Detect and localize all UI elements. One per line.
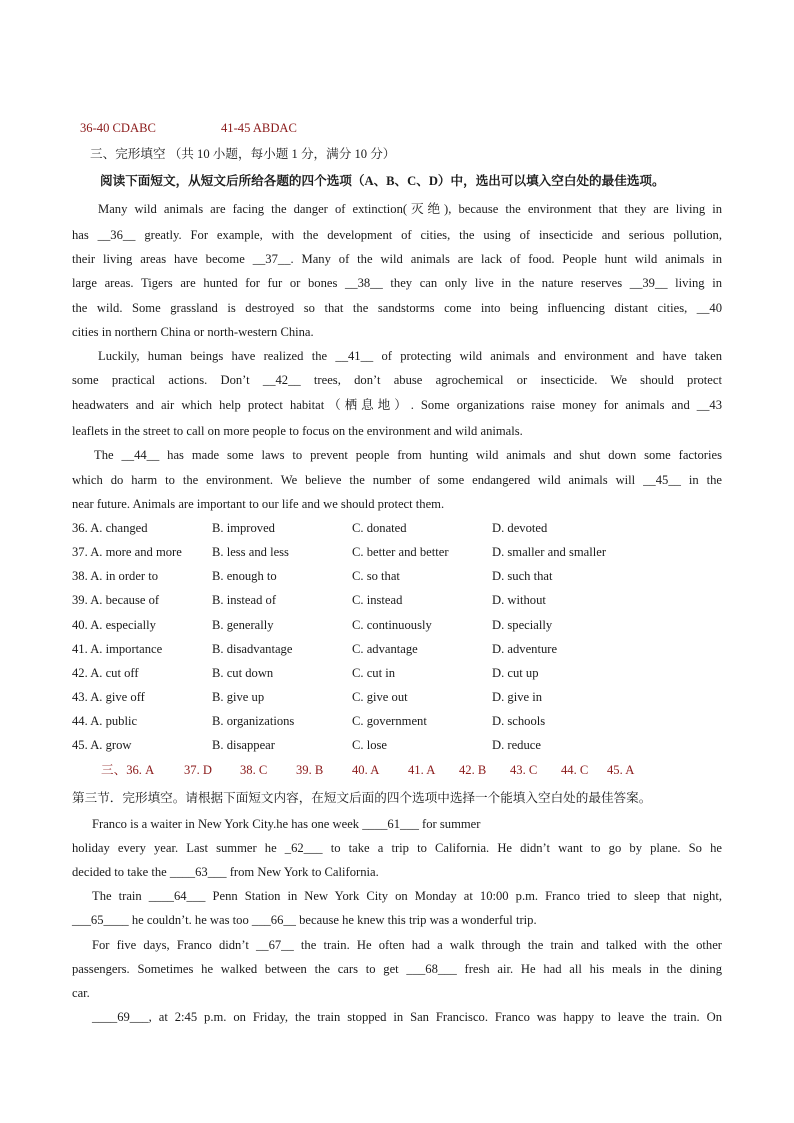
- option-b: B. organizations: [212, 714, 295, 728]
- passage-line: cities in northern China or north-western China.: [72, 325, 314, 339]
- passage-line: For five days, Franco didn’t __67__ the train. He often had a walk through the train and talked with the other: [92, 938, 722, 952]
- option-row-39: [72, 592, 722, 608]
- answers-row: [0, 762, 794, 778]
- option-c: C. give out: [352, 690, 408, 704]
- passage-line: car.: [72, 986, 90, 1000]
- option-b: B. less and less: [212, 545, 289, 559]
- option-a: 43. A. give off: [72, 690, 145, 704]
- option-c: C. advantage: [352, 642, 418, 656]
- passage-line: some practical actions. Don’t __42__ trees, don’t abuse agrochemical or insecticide. We should protect: [72, 373, 722, 387]
- option-a: 39. A. because of: [72, 593, 160, 607]
- option-row-44: [72, 713, 722, 729]
- option-a: 36. A. changed: [72, 521, 148, 535]
- option-d: D. specially: [492, 618, 553, 632]
- passage-line: their living areas have become __37__. Many of the wild animals are lack of food. People hunt wild animals in: [72, 252, 722, 266]
- section-title: 三、完形填空 （共 10 小题，每小题 1 分，满分 10 分）: [90, 147, 396, 161]
- option-d: D. give in: [492, 690, 543, 704]
- option-row-36: [72, 520, 722, 536]
- option-d: D. without: [492, 593, 546, 607]
- answer: 40. A: [352, 763, 380, 777]
- option-row-45: [72, 737, 722, 753]
- option-c: C. cut in: [352, 666, 396, 680]
- option-row-38: [72, 568, 722, 584]
- option-row-42: [72, 665, 722, 681]
- option-c: C. instead: [352, 593, 403, 607]
- passage-line: leaflets in the street to call on more people to focus on the environment and wild animals.: [72, 424, 523, 438]
- option-b: B. disadvantage: [212, 642, 293, 656]
- answer: 38. C: [240, 763, 268, 777]
- option-row-40: [72, 617, 722, 633]
- instruction: 阅读下面短文，从短文后所给各题的四个选项（A、B、C、D）中，选出可以填入空白处的最佳选项。: [100, 174, 665, 188]
- option-c: C. lose: [352, 738, 387, 752]
- option-d: D. adventure: [492, 642, 558, 656]
- option-a: 45. A. grow: [72, 738, 132, 752]
- passage-line: ___65____ he couldn’t. he was too ___66__ because he knew this trip was a wonderful trip.: [72, 913, 537, 927]
- answer: 37. D: [184, 763, 212, 777]
- option-c: C. so that: [352, 569, 400, 583]
- option-d: D. schools: [492, 714, 546, 728]
- option-row-41: [72, 641, 722, 657]
- option-d: D. such that: [492, 569, 553, 583]
- answer-key-36-40: 36-40 CDABC: [80, 121, 156, 135]
- option-a: 41. A. importance: [72, 642, 163, 656]
- passage-line: near future. Animals are important to our life and we should protect them.: [72, 497, 445, 511]
- option-a: 40. A. especially: [72, 618, 156, 632]
- option-c: C. government: [352, 714, 427, 728]
- passage-line: the wild. Some grassland is destroyed so that the sandstorms come into being influencing distant cities, __40: [72, 301, 722, 315]
- option-b: B. generally: [212, 618, 274, 632]
- answer: 43. C: [510, 763, 538, 777]
- passage-line: has __36__ greatly. For example, with the development of cities, the using of insecticide and serious pollution,: [72, 228, 722, 242]
- passage-line: decided to take the ____63___ from New York to California.: [72, 865, 379, 879]
- passage-line: Franco is a waiter in New York City.he has one week ____61___ for summer: [92, 817, 481, 831]
- passage-line: The train ____64___ Penn Station in New York City on Monday at 10:00 p.m. Franco tried to sleep that night,: [92, 889, 722, 903]
- option-d: D. cut up: [492, 666, 539, 680]
- passage-line: holiday every year. Last summer he _62___ to take a trip to California. He didn’t want to go by plane. So he: [72, 841, 722, 855]
- passage-line: headwaters and air which help protect habitat（栖息地）. Some organizations raise money for animals and __43: [72, 398, 722, 412]
- passage-line: large areas. Tigers are hunted for fur or bones __38__ they can only live in the nature reserves __39__ living in: [72, 276, 722, 290]
- option-d: D. reduce: [492, 738, 541, 752]
- option-a: 44. A. public: [72, 714, 138, 728]
- option-b: B. instead of: [212, 593, 277, 607]
- option-b: B. enough to: [212, 569, 277, 583]
- option-b: B. cut down: [212, 666, 274, 680]
- answer: 三、36. A: [101, 763, 155, 777]
- option-b: B. give up: [212, 690, 265, 704]
- option-a: 38. A. in order to: [72, 569, 159, 583]
- section-title-2: 第三节．完形填空。请根据下面短文内容，在短文后面的四个选项中选择一个能填入空白处的最佳答案。: [72, 791, 652, 805]
- passage-line: Many wild animals are facing the danger of extinction(灭绝), because the environment that they are living in: [98, 202, 722, 216]
- passage-line: passengers. Sometimes he walked between the cars to get ___68___ fresh air. He had all his meals in the dining: [72, 962, 722, 976]
- option-c: C. better and better: [352, 545, 449, 559]
- answer: 45. A: [607, 763, 635, 777]
- answer: 41. A: [408, 763, 436, 777]
- option-a: 37. A. more and more: [72, 545, 182, 559]
- option-b: B. improved: [212, 521, 275, 535]
- option-c: C. donated: [352, 521, 407, 535]
- passage-line: The __44__ has made some laws to prevent people from hunting wild animals and shut down some factories: [94, 448, 722, 462]
- option-row-37: [72, 544, 722, 560]
- option-b: B. disappear: [212, 738, 275, 752]
- answer: 42. B: [459, 763, 487, 777]
- answer: 39. B: [296, 763, 324, 777]
- answer: 44. C: [561, 763, 589, 777]
- option-row-43: [72, 689, 722, 705]
- option-a: 42. A. cut off: [72, 666, 139, 680]
- answer-key-41-45: 41-45 ABDAC: [221, 121, 297, 135]
- option-c: C. continuously: [352, 618, 432, 632]
- option-d: D. devoted: [492, 521, 548, 535]
- passage-line: which do harm to the environment. We believe the number of some endangered wild animals will __45__ in the: [72, 473, 722, 487]
- option-d: D. smaller and smaller: [492, 545, 607, 559]
- passage-line: Luckily, human beings have realized the __41__ of protecting wild animals and environment and have taken: [98, 349, 722, 363]
- passage-line: ____69___, at 2:45 p.m. on Friday, the train stopped in San Francisco. Franco was happy to leave the train. On: [92, 1010, 722, 1024]
